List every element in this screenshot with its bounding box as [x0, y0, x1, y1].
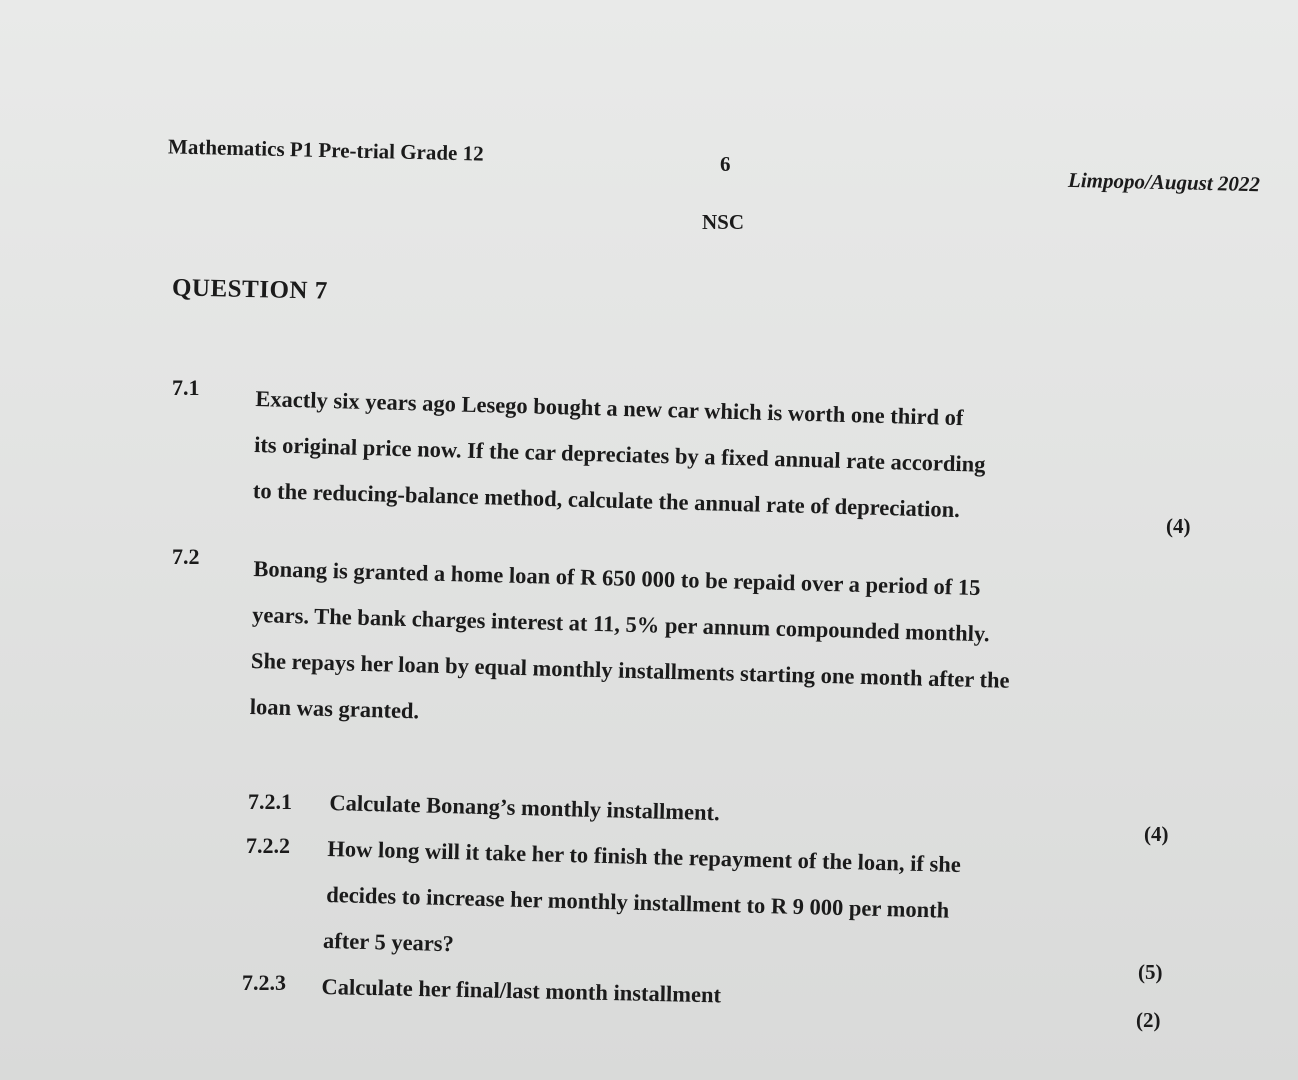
question-7-2-2-number: 7.2.2 — [246, 833, 290, 858]
question-7-2-3-marks: (2) — [1136, 1008, 1161, 1032]
question-7-2-line-4: loan was granted. — [249, 693, 420, 724]
question-7-1-line-2: its original price now. If the car depreciates by a fixed annual rate according — [253, 431, 986, 477]
question-7-2-1-number: 7.2.1 — [248, 789, 292, 814]
question-7-1-text — [252, 376, 1156, 550]
question-7-2-number: 7.2 — [172, 544, 200, 569]
question-7-1-marks: (4) — [1166, 514, 1191, 538]
question-7-2-1-text — [329, 780, 1030, 826]
header-nsc: NSC — [702, 210, 745, 234]
question-7-2-2-line-2: decides to increase her monthly installment to R 9 000 per month — [325, 881, 950, 923]
question-7-1-number: 7.1 — [172, 375, 200, 400]
question-7-2-text — [249, 546, 1154, 759]
header-province-date: Limpopo/August 2022 — [1067, 167, 1261, 197]
question-7-2-2-line-3: after 5 years? — [322, 927, 455, 957]
question-7-2-line-1: Bonang is granted a home loan of R 650 000 to be repaid over a period of 15 — [253, 555, 981, 601]
question-7-2-2-text — [324, 826, 1087, 985]
question-7-2-2-line-1: How long will it take her to finish the repayment of the loan, if she — [327, 835, 962, 878]
question-7-2-3-line-1: Calculate her final/last month installment — [321, 973, 722, 1008]
question-7-2-1-line-1: Calculate Bonang’s monthly installment. — [329, 789, 721, 826]
question-7-1-line-1: Exactly six years ago Lesego bought a new car which is worth one third of — [255, 385, 964, 431]
question-7-2-line-3: She repays her loan by equal monthly installments starting one month after the — [250, 647, 1010, 693]
question-7-2-3-number: 7.2.3 — [242, 970, 286, 995]
question-7-2-line-2: years. The bank charges interest at 11, 5% per annum compounded monthly. — [251, 601, 990, 647]
question-7-2-1-marks: (4) — [1144, 822, 1169, 846]
question-title: QUESTION 7 — [171, 274, 329, 305]
header-subject: Mathematics P1 Pre-trial Grade 12 — [167, 134, 484, 166]
page-number: 6 — [720, 152, 731, 176]
question-7-2-2-marks: (5) — [1138, 960, 1163, 984]
question-7-1-line-3: to the reducing-balance method, calculate the annual rate of depreciation. — [252, 477, 961, 523]
